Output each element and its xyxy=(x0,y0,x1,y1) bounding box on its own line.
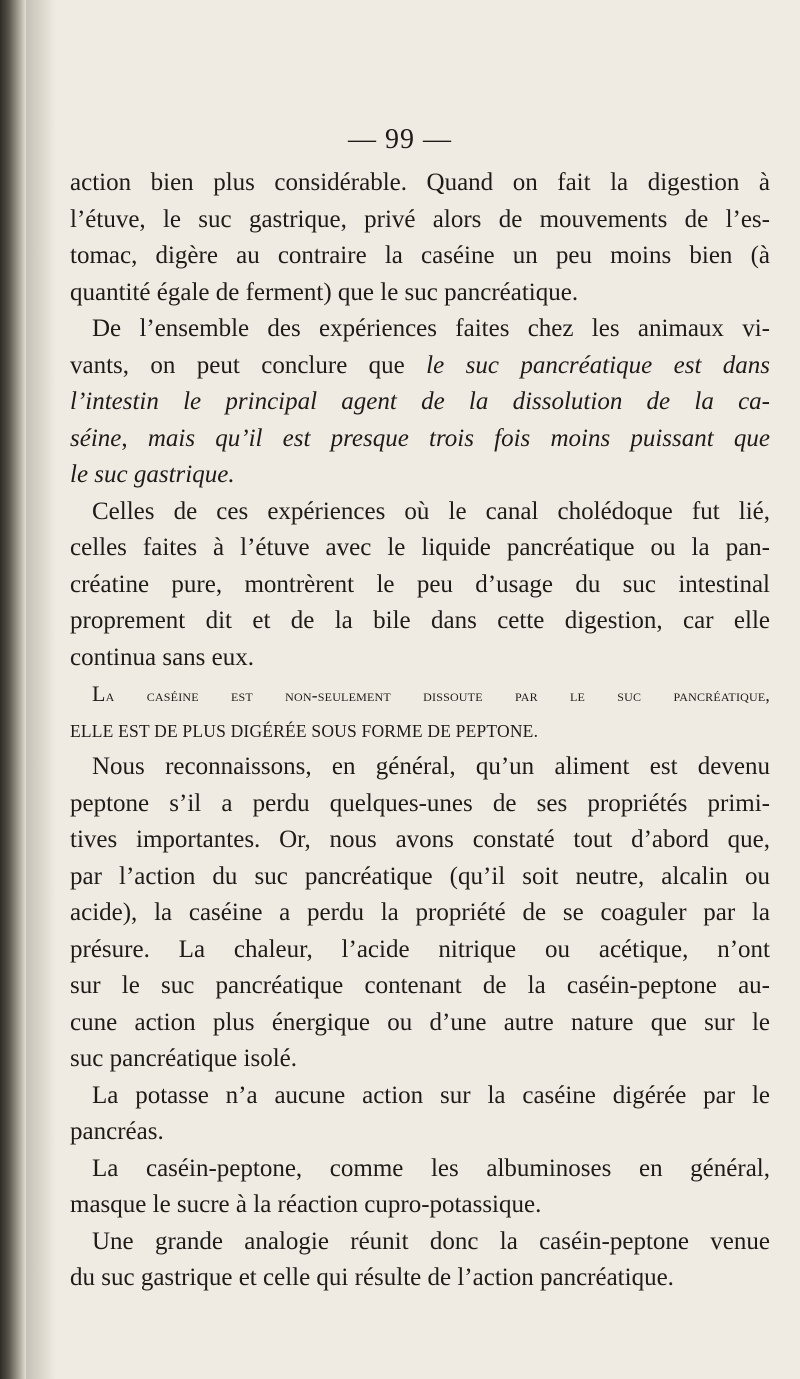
text-line: continua sans eux. xyxy=(70,643,254,671)
text-line: quantité égale de ferment) que le suc pancréatique. xyxy=(70,278,579,306)
text-fragment: , xyxy=(121,424,148,452)
text-line: tomac, digère au contraire la caséine un peu moins bien (à xyxy=(70,242,770,269)
text-line: cune action plus énergique ou d’une autre nature que sur le xyxy=(70,1008,770,1036)
text-line: du suc gastrique et celle qui résulte de l’action pancréatique. xyxy=(70,1264,674,1291)
italic-fragment: séine xyxy=(70,424,122,452)
text-line: masque le sucre à la réaction cupro-potassique. xyxy=(70,1191,542,1218)
paragraph-6 xyxy=(70,1151,770,1224)
italic-fragment: mais qu’il est presque trois fois moins puissant que xyxy=(147,424,770,452)
text-line: action bien plus considérable. Quand on fait la digestion à xyxy=(70,169,770,196)
paragraph-2 xyxy=(70,311,770,494)
paragraph-4 xyxy=(70,749,770,1078)
heading-initial: L xyxy=(92,681,106,706)
page-gutter-shadow xyxy=(26,0,56,1379)
text-line: Une grande analogie réunit donc la caséin-peptone venue xyxy=(92,1227,770,1255)
text-line: créatine pure, montrèrent le peu d’usage du suc intestinal xyxy=(70,570,770,598)
text-line: La caséin-peptone, comme les albuminoses en général, xyxy=(92,1154,770,1182)
heading-text: a caséine est non-seulement dissoute par le suc pancréatique, xyxy=(105,685,770,705)
page-number: — 99 — xyxy=(348,124,452,155)
heading-line: ELLE EST DE PLUS DIGÉRÉE SOUS FORME DE PEPTONE. xyxy=(70,720,539,741)
text-line: Nous reconnaissons, en général, qu’un aliment est devenu xyxy=(92,753,770,780)
text-line: Celles de ces expériences où le canal cholédoque fut lié, xyxy=(92,497,770,525)
text-line: présure. La chaleur, l’acide nitrique ou acétique, n’ont xyxy=(70,935,770,963)
paragraph-1 xyxy=(70,165,770,311)
paragraph-5 xyxy=(70,1078,770,1151)
italic-fragment: le suc gastrique. xyxy=(70,461,235,488)
text-line: proprement dit et de la bile dans cette digestion, car elle xyxy=(70,607,770,634)
text-line: suc pancréatique isolé. xyxy=(70,1045,297,1072)
italic-fragment: le suc pancréatique est dans xyxy=(426,351,771,379)
text-line: sur le suc pancréatique contenant de la caséin-peptone au- xyxy=(70,972,770,999)
text-line: celles faites à l’étuve avec le liquide pancréatique ou la pan- xyxy=(70,534,770,561)
text-line xyxy=(70,457,770,494)
text-fragment: vants, on peut conclure que xyxy=(70,351,427,379)
text-line xyxy=(70,421,770,458)
text-line: l’étuve, le suc gastrique, privé alors de mouvements de l’es- xyxy=(70,205,770,233)
text-line: par l’action du suc pancréatique (qu’il soit neutre, alcalin ou xyxy=(70,862,770,890)
italic-fragment: l’intestin le principal agent de la dissolution de la ca- xyxy=(70,388,770,415)
text-line: tives importantes. Or, nous avons constaté tout d’abord que, xyxy=(70,826,770,853)
paragraph-3 xyxy=(70,494,770,677)
text-line: pancréas. xyxy=(70,1118,164,1145)
text-line: De l’ensemble des expériences faites chez les animaux vi- xyxy=(92,315,770,342)
section-heading xyxy=(70,676,770,749)
paragraph-7 xyxy=(70,1224,770,1297)
text-line: La potasse n’a aucune action sur la caséine digérée par le xyxy=(92,1081,770,1109)
text-line: peptone s’il a perdu quelques-unes de ses propriétés primi- xyxy=(70,789,770,817)
page-body xyxy=(70,165,770,1297)
book-binding-edge xyxy=(0,0,26,1379)
text-line xyxy=(70,384,770,421)
text-line xyxy=(70,348,770,385)
text-line: acide), la caséine a perdu la propriété de se coaguler par la xyxy=(70,899,770,926)
heading-line xyxy=(70,676,770,713)
